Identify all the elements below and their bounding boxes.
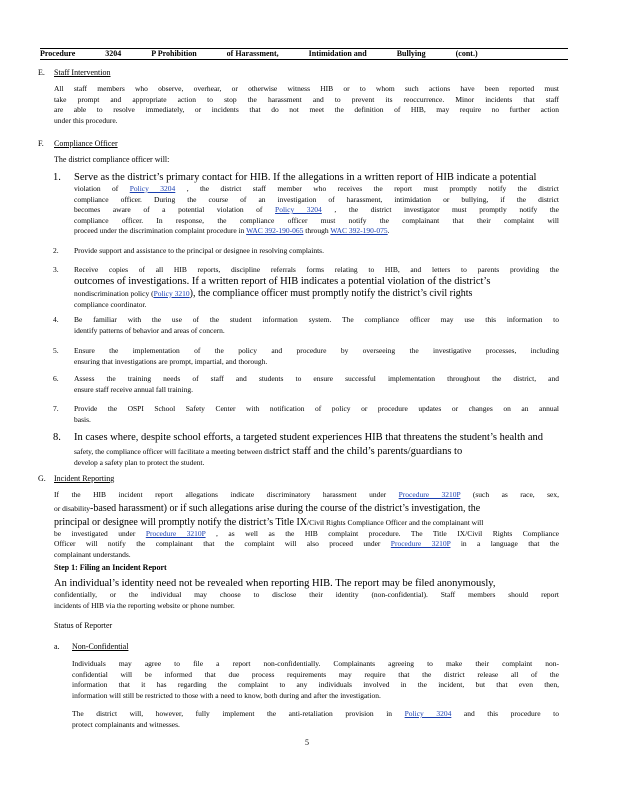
item-number: 7. [53,404,59,413]
para-lead: An individual’s identity need not be revealed when reporting HIB. The report may be filed anonymously, [54,578,496,589]
item-number: 1. [53,172,61,183]
section-g-heading: Incident Reporting [54,474,115,483]
header-title-a: P Prohibition [151,49,197,58]
header-title-d: Bullying [396,49,426,58]
para-line: confidentially, or the individual may choose to disclose their identity (non-confidential). Staff members should report [54,590,559,599]
wac-392-190-075-link[interactable]: WAC 392-190-075 [330,226,388,235]
header-title-c: Intimidation and [308,49,367,58]
item-line: becomes aware of a potential violation of Policy 3204 , the district investigator must promptly notify the [74,205,559,214]
non-confidential-paragraph [72,659,559,701]
para-line: Individuals may agree to file a report non-confidentially. Complainants agreeing to make their complaint non- [72,659,559,668]
para-line: complainant understands. [54,549,131,559]
header-number: 3204 [105,49,122,58]
sub-letter: a. [54,642,60,651]
policy-3210-link[interactable]: Policy 3210 [153,288,190,298]
para-line: incidents of HIB via the reporting website or phone number. [54,600,235,610]
item-line: nondiscrimination policy (Policy 3210), the compliance officer must promptly notify the district’s civil rights [74,287,473,299]
item-line: compliance officer. In response, the compliance officer must notify the complainant that their complaint will [74,215,559,225]
item-number: 3. [53,265,59,274]
section-f-heading: Compliance Officer [54,139,118,148]
procedure-3210p-link[interactable]: Procedure 3210P [390,539,451,548]
status-of-reporter: Status of Reporter [54,621,113,630]
item-line: compliance officer. During the course of an investigation of harassment, intimidation or bullying, if the district [74,194,559,204]
section-e-paragraph [54,84,559,126]
para-line: or disability-based harassment) or if such allegations arise during the course of the district’s investigation, the [54,502,481,514]
item-line: safety, the compliance officer will facilitate a meeting between district staff and the child’s parents/guardians to [74,446,463,457]
item-line: identify patterns of behavior and areas of concern. [74,325,225,335]
wac-392-190-065-link[interactable]: WAC 392-190-065 [246,226,304,235]
item-number: 8. [53,432,61,443]
procedure-header [40,48,568,60]
policy-3204-link[interactable]: Policy 3204 [275,205,322,214]
item-line: Ensure the implementation of the policy and procedure by overseeing the investigative processes, including [74,346,559,355]
para-line: be investigated under Procedure 3210P , as well as the HIB complaint procedure. The Title IX/Civil Rights Compliance [54,528,559,538]
item-lead: Serve as the district’s primary contact for HIB. If the allegations in a written report of HIB indicate a potential [74,172,537,183]
para-line: The district will, however, fully implement the anti-retaliation provision in Policy 3204 and this procedure to [72,709,559,718]
item-lead: outcomes of investigations. If a written report of HIB indicates a potential violation of the district’s [74,275,491,287]
para-line: confidential will be informed that due process requirements may require that the district release all of the [72,669,559,679]
section-e-line: take prompt and appropriate action to stop the harassment and to prevent its reoccurrence. Minor incidents that staff [54,94,559,104]
para-line: information will still be restricted to those with a need to know, both during and after the investigation. [72,690,381,700]
item-line: violation of Policy 3204 , the district staff member who receives the report must promptly notify the district [74,184,560,193]
non-confidential-heading: Non-Confidential [72,642,129,651]
item-line: ensure staff receive annual fall training. [74,384,193,394]
section-e-heading: Staff Intervention [54,68,111,77]
para-line: protect complainants and witnesses. [72,719,180,729]
section-e-line: are able to resolve immediately, or incidents that do not meet the definition of HIB, may require no further action [54,105,559,114]
item-line: Receive copies of all HIB reports, discipline referrals forms relating to HIB, and letters to parents providing the [74,265,559,274]
header-cont: (cont.) [455,49,478,58]
section-e-line: All staff members who observe, overhear, or otherwise witness HIB or to whom such actions have been reported must [54,84,559,93]
procedure-3210p-link[interactable]: Procedure 3210P [145,528,206,538]
section-e-letter: E. [38,68,45,77]
section-g-paragraph [54,490,559,560]
section-e-line: under this procedure. [54,115,118,125]
page-number: 5 [305,738,309,747]
para-line: information that it has regarding the complaint to any individuals involved in the incident, but that even then, [72,680,559,689]
step-1-heading: Step 1: Filing an Incident Report [54,563,167,572]
section-f-intro: The district compliance officer will: [54,155,170,164]
item-line: basis. [74,414,91,424]
item-number: 2. [53,246,59,255]
para-line: Officer will notify the complainant that the complaint will also proceed under Procedure 3210P in a language that the [54,539,559,548]
header-title-b: of Harassment, [226,49,279,58]
policy-3204-link[interactable]: Policy 3204 [129,184,176,193]
policy-3204-link[interactable]: Policy 3204 [404,709,452,718]
para-line: If the HIB incident report allegations indicate discriminatory harassment under Procedure 3210P (such as race, sex, [54,490,559,499]
item-lead: In cases where, despite school efforts, a targeted student experiences HIB that threatens the student’s health and [74,432,544,443]
section-g-letter: G. [38,474,46,483]
item-line: compliance coordinator. [74,299,147,309]
procedure-3210p-link[interactable]: Procedure 3210P [398,490,461,499]
anti-retaliation-paragraph [72,709,559,730]
item-number: 5. [53,346,59,355]
item-line: develop a safety plan to protect the student. [74,458,205,467]
item-line: Provide support and assistance to the principal or designee in resolving complaints. [74,246,324,255]
item-number: 4. [53,315,59,324]
item-line: ensuring that investigations are prompt, impartial, and thorough. [74,356,268,366]
item-line: Provide the OSPI School Safety Center with notification of policy or procedure updates or changes on an annual [74,404,559,413]
item-line: Assess the training needs of staff and students to ensure successful implementation throughout the district, and [74,374,559,383]
section-f-letter: F. [38,139,44,148]
item-line: proceed under the discrimination complaint procedure in WAC 392-190-065 through WAC 392-190-075. [74,226,390,235]
anonymity-paragraph [54,578,559,611]
item-line: Be familiar with the use of the student information system. The compliance officer may use this information to [74,315,559,324]
item-number: 6. [53,374,59,383]
header-procedure: Procedure [40,49,76,58]
para-line: principal or designee will promptly notify the district’s Title IX/Civil Rights Compliance Officer and the complainant will [54,516,484,528]
